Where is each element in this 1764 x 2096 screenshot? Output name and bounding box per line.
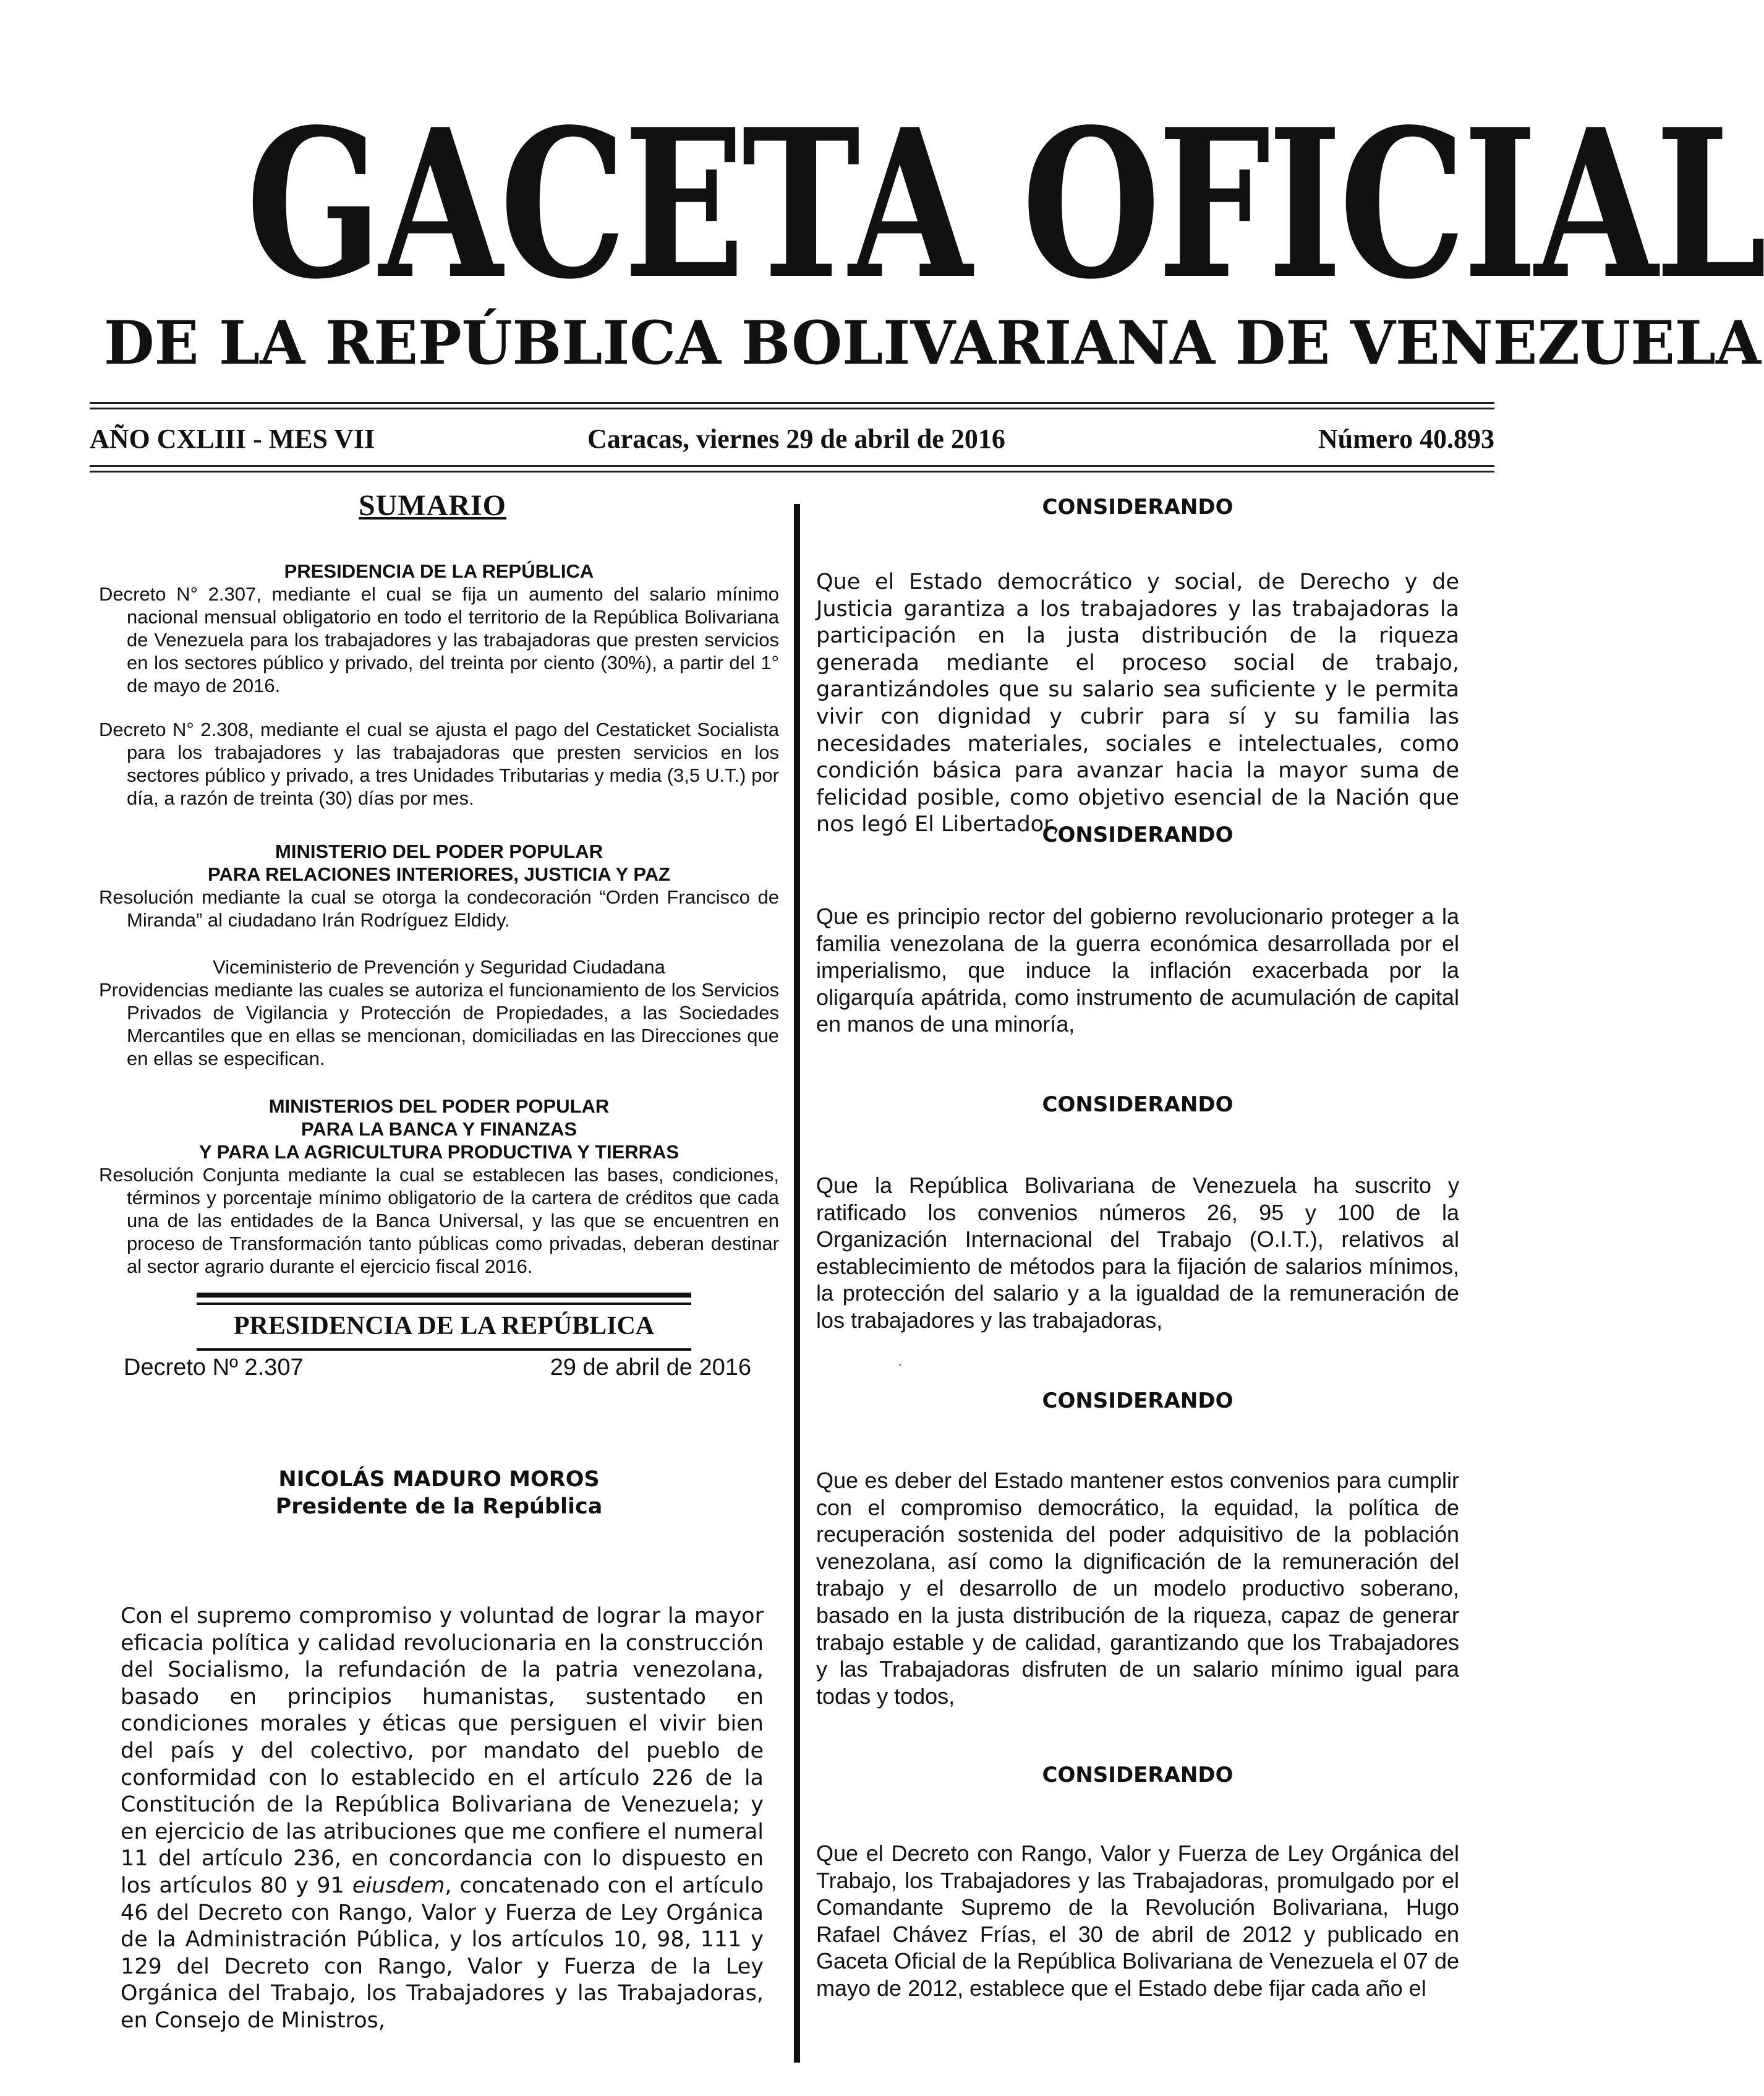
section-title: PARA LA BANCA Y FINANZAS	[300, 1118, 577, 1140]
section-title: MINISTERIO DEL PODER POPULAR	[275, 841, 603, 862]
section-title: Y PARA LA AGRICULTURA PRODUCTIVA Y TIERRAS	[198, 1141, 680, 1163]
gazette-title: GACETA OFICIAL	[246, 84, 1764, 324]
considerando-heading: CONSIDERANDO	[1042, 495, 1234, 520]
considerando-5	[816, 1840, 1459, 2002]
preamble-italic: eiusdem	[352, 1873, 445, 1898]
president-name: NICOLÁS MADURO MOROS	[278, 1467, 600, 1492]
president-title: Presidente de la República	[275, 1494, 603, 1519]
issue-place-date: Caracas, viernes 29 de abril de 2016	[587, 424, 1005, 454]
issue-year-month: AÑO CXLIII - MES VII	[90, 424, 375, 454]
issue-number: Número 40.893	[1318, 424, 1494, 454]
sumario-heading: SUMARIO	[359, 489, 507, 522]
gazette-subtitle: DE LA REPÚBLICA BOLIVARIANA DE VENEZUELA	[104, 308, 1761, 378]
section-bar-top	[197, 1293, 691, 1298]
considerando-3	[816, 1172, 1459, 1334]
sumario-entry: Resolución mediante la cual se otorga la condecoración “Orden Francisco de Miranda” al ciudadano Irán Rodríguez Eldidy.	[99, 886, 779, 931]
section-title: PARA RELACIONES INTERIORES, JUSTICIA Y PAZ	[207, 863, 671, 885]
sumario-section-presidencia	[99, 560, 779, 810]
sumario-entry: Decreto N° 2.307, mediante el cual se fija un aumento del salario mínimo nacional mensual obligatorio en todo el territorio de la República Bolivariana de Venezuela para los trabajadores y las trabajadoras que presten servicios en los sectores público y privado, del treinta por ciento (30%), a partir del 1° de mayo de 2016.	[99, 583, 779, 696]
considerando-paragraph: Que la República Bolivariana de Venezuela ha suscrito y ratificado los convenios números 26, 95 y 100 de la Organización Internacional del Trabajo (O.I.T.), relativos al establecimiento de métodos para la fijación de salarios mínimos, la protección del salario y a la igualdad de la remuneración de los trabajadores y las trabajadoras,	[816, 1173, 1459, 1333]
preamble-paragraph	[121, 1603, 764, 2035]
preamble-text: Con el supremo compromiso y voluntad de lograr la mayor eficacia política y calidad revolucionaria en la construcción del Socialismo, la refundación de la patria venezolana, basado en principios humanistas, sustentado en condiciones morales y éticas que persiguen el vivir bien del país y del colectivo, por mandato del pueblo de conformidad con lo establecido en el artículo 226 de la Constitución de la República Bolivariana de Venezuela; y en ejercicio de las atribuciones que me confiere el numeral 11 del artículo 236, en concordancia con lo dispuesto en los artículos 80 y 91	[121, 1604, 764, 1898]
sumario-entry: Decreto N° 2.308, mediante el cual se ajusta el pago del Cestaticket Socialista para los trabajadores y las trabajadoras que presten servicios en los sectores público y privado, a tres Unidades Tributarias y media (3,5 U.T.) por día, a razón de treinta (30) días por mes.	[99, 719, 779, 809]
scan-speck	[897, 1361, 904, 1368]
masthead-rule-top	[90, 402, 1494, 409]
masthead	[90, 84, 1764, 378]
decree-date: 29 de abril de 2016	[550, 1354, 751, 1380]
section-title: PRESIDENCIA DE LA REPÚBLICA	[284, 560, 594, 582]
issue-info-bar	[90, 421, 1494, 458]
sumario-section-viceministerio	[99, 956, 779, 1070]
considerando-heading: CONSIDERANDO	[1042, 1092, 1234, 1117]
sumario-entry: Resolución Conjunta mediante la cual se establecen las bases, condiciones, términos y porcentaje mínimo obligatorio de la cartera de créditos que cada una de las entidades de la Banca Universal, y las que se encuentren en proceso de Transformación tanto públicas como privadas, deberan destinar al sector agrario durante el ejercicio fiscal 2016.	[99, 1164, 779, 1277]
section-bar-top-thin	[197, 1303, 691, 1305]
sumario-entry: Providencias mediante las cuales se autoriza el funcionamiento de los Servicios Privados de Vigilancia y Protección de Propiedades, a las Sociedades Mercantiles que en ellas se mencionan, domiciliadas en las Direcciones que en ellas se especifican.	[99, 979, 779, 1069]
sumario-section-interiores	[99, 840, 779, 931]
considerando-paragraph: Que es principio rector del gobierno revolucionario proteger a la familia venezolana de la guerra económica desarrollada por el imperialismo, que induce la inflación exacerbada por la oligarquía apátrida, como instrumento de acumulación de capital en manos de una minoría,	[816, 904, 1459, 1037]
considerando-heading: CONSIDERANDO	[1042, 1763, 1234, 1787]
considerando-paragraph: Que es deber del Estado mantener estos convenios para cumplir con el compromiso democrático, la equidad, la política de recuperación sostenida del poder adquisitivo de la población venezolana, así como la dignificación de la remuneración del trabajo y el desarrollo de un modelo productivo soberano, basado en la justa distribución de la riqueza, capaz de generar trabajo estable y de calidad, garantizando que los Trabajadores y las Trabajadoras disfruten de un salario mínimo igual para todas y todos,	[816, 1468, 1459, 1709]
decree-preamble	[121, 1603, 764, 2035]
considerando-heading: CONSIDERANDO	[1042, 1388, 1234, 1413]
section-bar-bottom	[197, 1348, 691, 1351]
considerando-paragraph: Que el Estado democrático y social, de Derecho y de Justicia garantiza a los trabajadores y las trabajadoras la participación en la justa distribución de la riqueza generada mediante el proceso social de trabajo, garantizándoles que su salario sea suficiente y le permita vivir con dignidad y cubrir para sí y su familia las necesidades materiales, sociales e intelectuales, como condición básica para avanzar hacia la mayor suma de felicidad posible, como objetivo esencial de la Nación que nos legó El Libertador,	[816, 570, 1459, 837]
section-subtitle: Viceministerio de Prevención y Seguridad Ciudadana	[213, 956, 665, 978]
considerando-2	[816, 903, 1459, 1038]
considerando-paragraph: Que el Decreto con Rango, Valor y Fuerza de Ley Orgánica del Trabajo, los Trabajadores y las Trabajadoras, promulgado por el Comandante Supremo de la Revolución Bolivariana, Hugo Rafael Chávez Frías, el 30 de abril de 2012 y publicado en Gaceta Oficial de la República Bolivariana de Venezuela el 07 de mayo de 2012, establece que el Estado debe fijar cada año el	[816, 1841, 1459, 2001]
sumario-section-banca	[99, 1095, 779, 1278]
considerando-4	[816, 1467, 1459, 1709]
column-divider	[794, 504, 800, 2063]
considerando-heading: CONSIDERANDO	[1042, 823, 1234, 847]
scan-speck-mark	[897, 1361, 904, 1369]
section-title: MINISTERIOS DEL PODER POPULAR	[268, 1095, 610, 1117]
decree-section-heading: PRESIDENCIA DE LA REPÚBLICA	[233, 1312, 655, 1340]
decree-number: Decreto Nº 2.307	[124, 1354, 304, 1380]
president-block	[99, 1466, 779, 1520]
considerando-1	[816, 569, 1459, 839]
preamble-text-cont: , concatenado con el artículo 46 del Decreto con Rango, Valor y Fuerza de Ley Orgánica de la Administración Pública, y los artículos 10, 98, 111 y 129 del Decreto con Rango, Valor y Fuerza de la Ley Orgánica del Trabajo, los Trabajadores y las Trabajadoras, en Consejo de Ministros,	[121, 1873, 764, 2033]
masthead-rule-bottom	[90, 465, 1494, 473]
